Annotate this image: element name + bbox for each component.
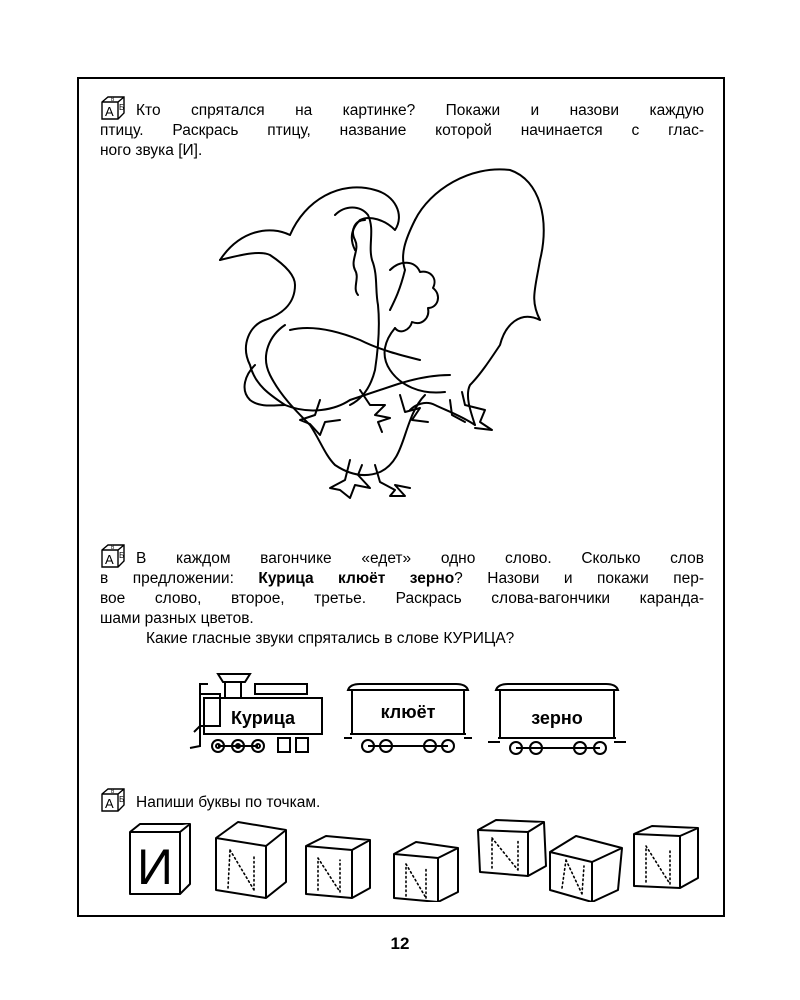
task-1-text — [100, 96, 704, 161]
ab-block-icon — [100, 788, 126, 812]
word-1: Курица — [230, 708, 296, 728]
word-train — [180, 670, 640, 765]
page-number: 12 — [390, 934, 410, 953]
hidden-birds-image — [200, 160, 560, 520]
task-2-line-1: В каждом вагончике «едет» одно слово. Сколько слов — [136, 550, 704, 567]
svg-text:A: A — [105, 796, 114, 811]
svg-text:В: В — [111, 545, 115, 551]
svg-text:В: В — [111, 97, 115, 103]
task-1-line-3: ного звука [И]. — [100, 142, 203, 159]
task-2-line-2-post: ? Назови и покажи пер- — [454, 570, 704, 587]
ab-block-icon — [100, 544, 126, 568]
task-2-text — [100, 544, 704, 649]
example-sentence: Курица клюёт зерно — [258, 570, 455, 587]
svg-text:A: A — [105, 104, 114, 119]
task-2-line-3: вое слово, второе, третье. Раскрась слова-вагончики каранда- — [100, 590, 704, 607]
task-1-line-2: птицу. Раскрась птицу, название которой начинается с глас- — [100, 122, 704, 139]
task-3-text — [100, 788, 704, 813]
task-2-line-4: шами разных цветов. — [100, 610, 254, 627]
svg-text:A: A — [105, 552, 114, 567]
svg-text:Б: Б — [119, 795, 125, 804]
svg-text:Б: Б — [119, 103, 125, 112]
letter-cubes — [126, 818, 706, 902]
task-2-line-5: Какие гласные звуки спрятались в слове КУРИЦА? — [146, 630, 515, 647]
task-1-line-1: Кто спрятался на картинке? Покажи и назови каждую — [136, 102, 704, 119]
word-2: клюёт — [380, 702, 436, 722]
svg-text:Б: Б — [119, 551, 125, 560]
cube-1-letter: И — [137, 839, 173, 895]
word-3: зерно — [531, 708, 583, 728]
ab-block-icon — [100, 96, 126, 120]
task-2-line-2-pre: в предложении: — [100, 570, 259, 587]
task-3-line: Напиши буквы по точкам. — [136, 794, 321, 811]
svg-text:В: В — [111, 789, 115, 795]
